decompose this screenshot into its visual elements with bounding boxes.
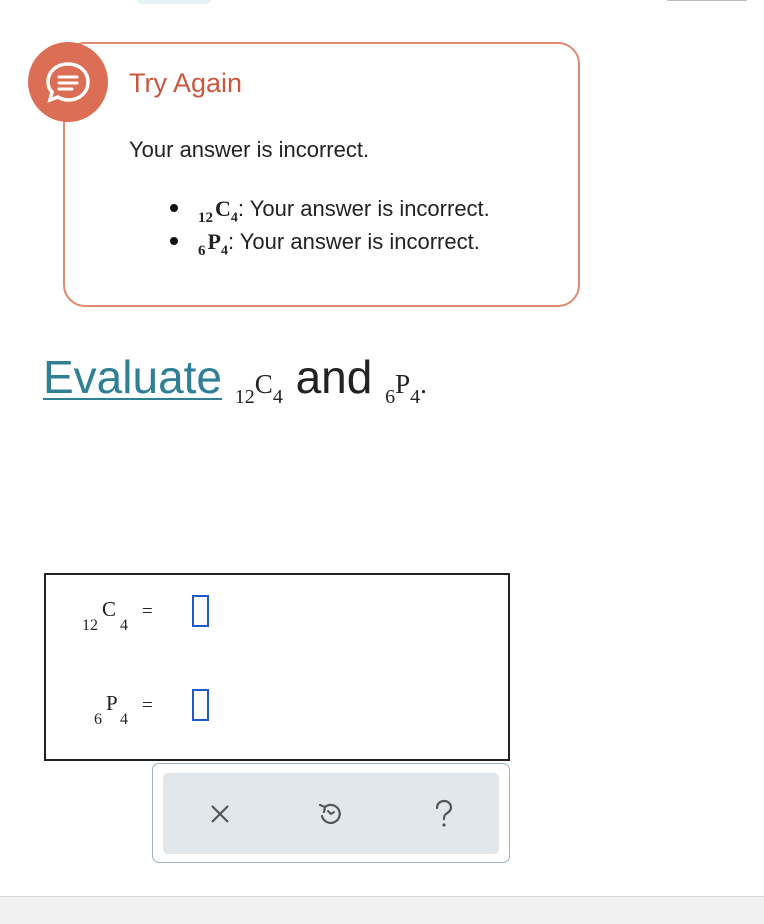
question-text: [43, 350, 427, 408]
question-icon: [432, 799, 456, 829]
item-presub: 6: [198, 243, 206, 259]
answer-subscript: 4: [120, 617, 128, 634]
feedback-title: Try Again: [129, 68, 243, 98]
answer-input-permutation[interactable]: [192, 689, 209, 721]
clear-button[interactable]: [175, 773, 265, 854]
item-symbol: $C_4$: [215, 196, 238, 226]
feedback-message: Your answer is incorrect.: [129, 137, 370, 162]
toolbar-inner: [163, 773, 499, 854]
chat-bubble-icon: [28, 42, 108, 122]
item-text: : Your answer is incorrect.: [237, 196, 490, 221]
answer-area: [44, 573, 510, 761]
answer-symbol: P: [106, 691, 118, 715]
undo-button[interactable]: [285, 773, 375, 854]
undo-icon: [316, 800, 344, 828]
item-text: : Your answer is incorrect.: [227, 229, 480, 254]
evaluate-link[interactable]: Evaluate: [43, 351, 223, 403]
question-connector: and: [295, 351, 373, 403]
expression-1: $_{12}C_4$: [234, 369, 283, 408]
help-button[interactable]: [399, 773, 489, 854]
x-icon: [208, 802, 232, 826]
answer-symbol: C: [102, 597, 117, 621]
bullet-icon: [170, 237, 178, 245]
equals-sign: =: [142, 695, 153, 716]
top-tab-pill: [136, 0, 212, 4]
item-symbol: $P_4$: [207, 229, 228, 259]
answer-toolbar: [152, 763, 510, 863]
bottom-bar: [0, 896, 764, 924]
item-presub: 12: [198, 210, 213, 226]
feedback-item: [170, 229, 480, 259]
feedback-item: [170, 196, 490, 226]
answer-input-combination[interactable]: [192, 595, 209, 627]
expression-2: $_6P_4$.: [385, 369, 427, 408]
equals-sign: =: [142, 601, 153, 622]
answer-presub: 6: [94, 711, 102, 728]
answer-subscript: 4: [120, 711, 128, 728]
top-divider: [667, 0, 747, 1]
answer-presub: 12: [82, 617, 98, 634]
bullet-icon: [170, 204, 178, 212]
